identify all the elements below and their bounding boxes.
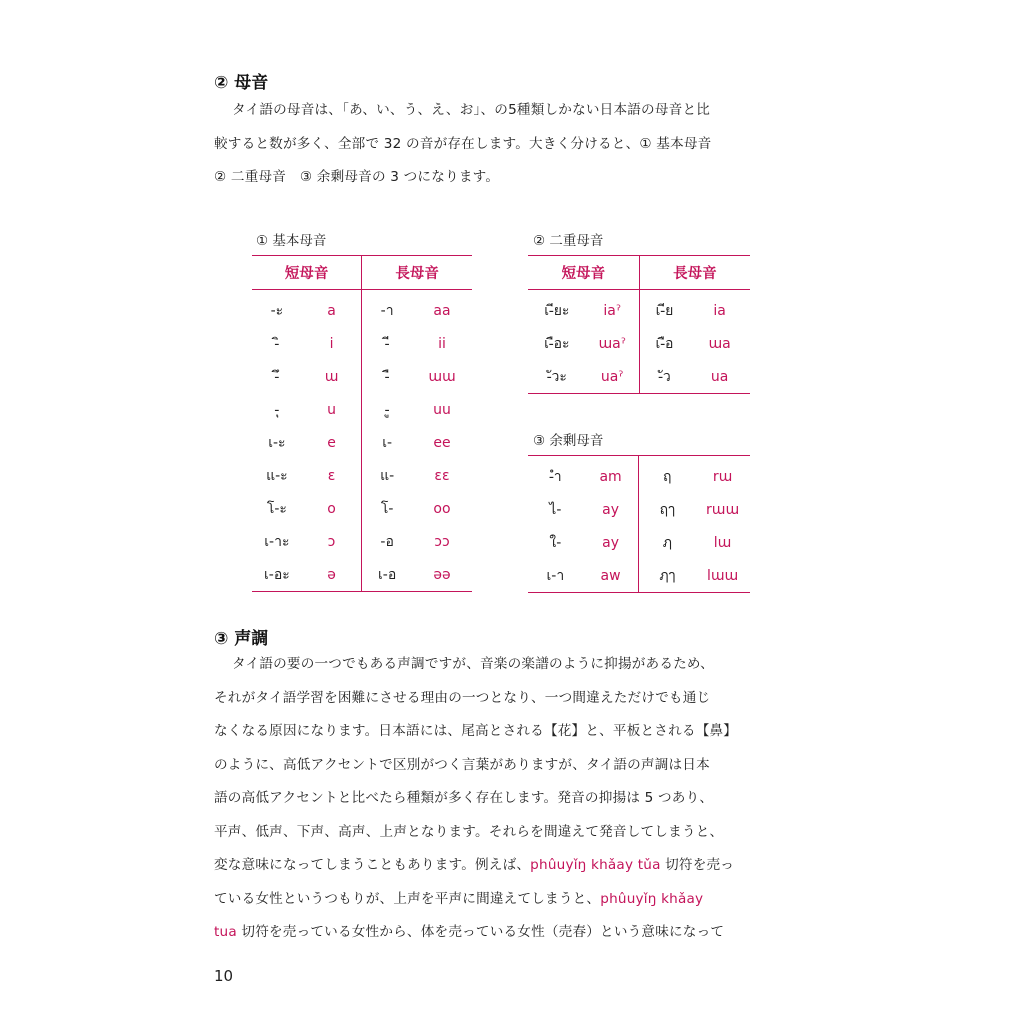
thai-vowel-cell: เ-ือะ <box>544 335 570 352</box>
section-title-vowels: ② 母音 <box>214 73 269 93</box>
thai-vowel-cell: เ-ือ <box>639 327 689 360</box>
tones-paragraph <box>214 648 794 950</box>
table-row <box>528 493 750 526</box>
table-row <box>528 360 750 394</box>
table-row <box>528 559 750 593</box>
thai-example-romanization: phûuyǐŋ khǎay tǔa <box>530 857 661 873</box>
tones-line-9-text-b: 切符を売っている女性から、体を売っている女性（売春）という意味になって <box>236 924 725 940</box>
table-row <box>252 327 472 360</box>
thai-vowel-cell: -ึ <box>274 368 280 385</box>
thai-vowel-cell: -ัว <box>639 360 689 394</box>
tones-line-9 <box>214 916 794 950</box>
romanization-cell: ay <box>602 501 619 518</box>
thai-vowel-cell: โ-ะ <box>266 500 287 517</box>
thai-vowel-cell: -ื <box>362 360 412 393</box>
tones-line-4: のように、高低アクセントで区別がつく言葉がありますが、タイ語の声調は日本 <box>214 756 710 773</box>
romanization-cell: lɯ <box>713 534 732 551</box>
thai-vowel-cell: แ-ะ <box>266 467 288 484</box>
thai-vowel-cell: -ี <box>362 327 412 360</box>
tones-line-6: 平声、低声、下声、高声、上声となります。それらを間違えて発音してしまうと、 <box>214 823 724 840</box>
romanization-cell: uaˀ <box>586 360 640 394</box>
romanization-cell: ɯa <box>708 335 731 352</box>
vowels-line-3: ② 二重母音 ③ 余剰母音の 3 つになります。 <box>214 169 500 185</box>
romanization-cell: ɛɛ <box>434 467 450 484</box>
thai-example-romanization-2a: phûuyǐŋ khǎay <box>600 890 704 907</box>
thai-vowel-cell: ฤๅ <box>639 493 695 526</box>
romanization-cell: rɯ <box>712 468 733 485</box>
table-row <box>252 558 472 592</box>
basic-vowel-table <box>252 255 472 592</box>
romanization-cell: ee <box>433 434 451 451</box>
diphthong-header-long: 長母音 <box>639 256 750 290</box>
thai-vowel-cell: ฦๅ <box>639 559 695 593</box>
table-row <box>528 456 750 494</box>
table-row <box>528 327 750 360</box>
romanization-cell: aa <box>433 302 451 319</box>
romanization-cell: a <box>327 302 336 319</box>
thai-example-romanization-2b: tua <box>214 924 237 940</box>
extra-vowel-table <box>528 455 750 593</box>
table-row <box>252 459 472 492</box>
romanization-cell: ɔɔ <box>434 533 450 550</box>
table-row <box>528 526 750 559</box>
romanization-cell: əə <box>412 558 472 592</box>
romanization-cell: ia <box>713 302 726 319</box>
basic-header-short: 短母音 <box>252 256 362 290</box>
extra-vowel-caption: ③ 余剰母音 <box>533 433 604 449</box>
table-row <box>252 525 472 558</box>
thai-vowel-cell: ใ- <box>549 534 562 551</box>
basic-header-long: 長母音 <box>362 256 472 290</box>
table-row <box>252 393 472 426</box>
table-row <box>252 360 472 393</box>
romanization-cell: ay <box>602 534 619 551</box>
romanization-cell: i <box>329 335 334 352</box>
romanization-cell: ɯaˀ <box>598 335 626 352</box>
tones-line-8-text-a: ている女性というつもりが、上声を平声に間違えてしまうと、 <box>214 890 601 907</box>
romanization-cell: ɯ <box>324 368 339 385</box>
romanization-cell: oo <box>433 500 451 517</box>
thai-vowel-cell: เ-อ <box>362 558 412 592</box>
thai-vowel-cell: เ-ีย <box>639 290 689 328</box>
romanization-cell: ɔ <box>327 533 336 550</box>
thai-vowel-cell: -ะ <box>270 302 284 319</box>
romanization-cell: am <box>599 468 622 485</box>
romanization-cell: u <box>327 401 336 418</box>
tones-line-7 <box>214 849 794 883</box>
romanization-cell: aw <box>583 559 639 593</box>
romanization-cell: ii <box>438 335 446 352</box>
thai-vowel-cell: เ- <box>362 426 412 459</box>
tones-line-3: なくなる原因になります。日本語には、尾高とされる【花】と、平板とされる【鼻】 <box>214 723 738 739</box>
tones-line-5: 語の高低アクセントと比べたら種類が多く存在します。発音の抑揚は 5 つあり、 <box>214 790 714 806</box>
tones-line-7-text-a: 変な意味になってしまうこともあります。例えば、 <box>214 857 531 873</box>
thai-vowel-cell: ฦ <box>639 526 695 559</box>
thai-vowel-cell: -ุ <box>274 401 280 418</box>
thai-vowel-cell: โ- <box>362 492 412 525</box>
thai-vowel-cell: -ัวะ <box>528 360 586 394</box>
romanization-cell: o <box>327 500 336 517</box>
thai-vowel-cell: เ-ียะ <box>544 302 570 319</box>
romanization-cell: uu <box>433 401 451 418</box>
diphthong-caption: ② 二重母音 <box>533 233 604 249</box>
tones-line-2: それがタイ語学習を困難にさせる理由の一つとなり、一つ間違えただけでも通じ <box>214 689 711 706</box>
thai-vowel-cell: -า <box>362 290 412 328</box>
romanization-cell: lɯɯ <box>695 559 750 593</box>
diphthong-header-short: 短母音 <box>528 256 639 290</box>
vowels-line-2: 較すると数が多く、全部で 32 の音が存在します。大きく分けると、① 基本母音 <box>214 135 712 152</box>
tones-line-7-text-b: 切符を売っ <box>660 857 735 873</box>
thai-vowel-cell: เ-าะ <box>264 533 290 550</box>
thai-vowel-cell: -ิ <box>274 335 280 352</box>
romanization-cell: ua <box>689 360 750 394</box>
vowels-line-1: タイ語の母音は、「あ、い、う、え、お」、の5種類しかない日本語の母音と比 <box>232 102 711 118</box>
tones-line-8 <box>214 883 794 917</box>
table-row <box>252 290 472 328</box>
basic-vowel-caption: ① 基本母音 <box>256 233 327 249</box>
thai-vowel-cell: ไ- <box>549 501 562 518</box>
thai-vowel-cell: -ู <box>362 393 412 426</box>
thai-vowel-cell: -ำ <box>549 468 562 485</box>
table-row <box>528 290 750 328</box>
tones-line-1: タイ語の要の一つでもある声調ですが、音楽の楽譜のように抑揚があるため、 <box>232 656 714 672</box>
thai-vowel-cell: แ- <box>362 459 412 492</box>
section-title-tones: ③ 声調 <box>214 629 269 649</box>
thai-vowel-cell: -อ <box>362 525 412 558</box>
romanization-cell: e <box>327 434 336 451</box>
page-number: 10 <box>214 967 234 985</box>
vowels-paragraph <box>214 94 794 195</box>
romanization-cell: rɯɯ <box>706 501 740 518</box>
thai-vowel-cell: เ-ะ <box>268 434 286 451</box>
diphthong-table <box>528 255 750 394</box>
romanization-cell: ə <box>302 558 362 592</box>
romanization-cell: iaˀ <box>603 302 622 319</box>
thai-vowel-cell: ฤ <box>639 456 695 494</box>
romanization-cell: ɛ <box>327 467 336 484</box>
romanization-cell: ɯɯ <box>428 368 456 385</box>
table-row <box>252 426 472 459</box>
table-row <box>252 492 472 525</box>
thai-vowel-cell: เ-อะ <box>252 558 302 592</box>
thai-vowel-cell: เ-า <box>528 559 583 593</box>
